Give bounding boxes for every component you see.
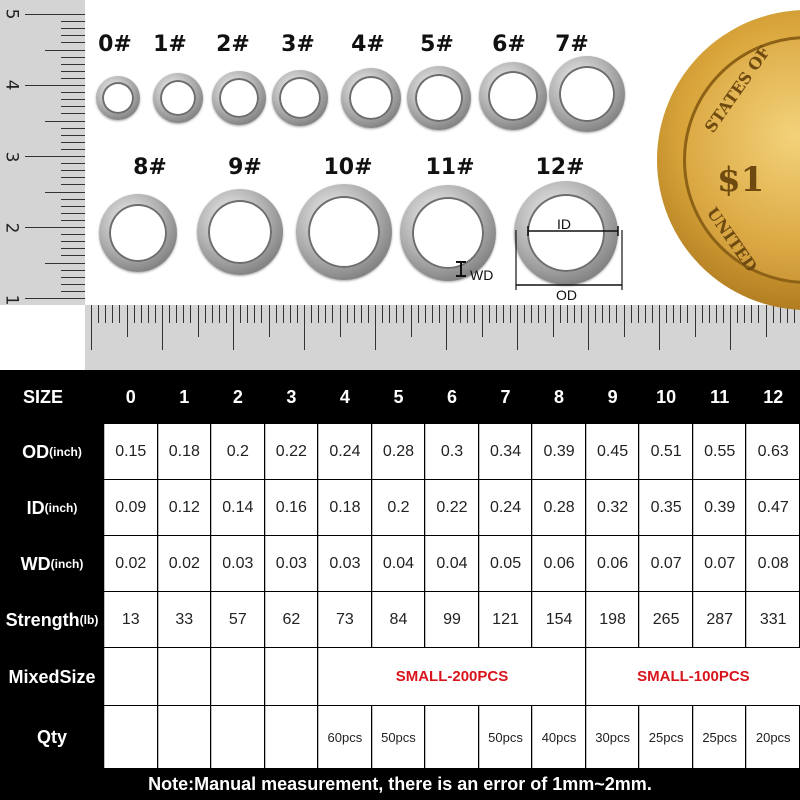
table-cell: 62 xyxy=(265,592,318,647)
ruler-tick xyxy=(723,305,724,323)
table-cell: 121 xyxy=(479,592,532,647)
ruler-tick xyxy=(474,305,475,323)
ruler-tick xyxy=(190,305,191,323)
row-label-text: OD xyxy=(22,441,50,462)
ruler-tick xyxy=(261,305,262,323)
table-cell: 0.32 xyxy=(586,480,639,535)
table-cell xyxy=(211,648,264,705)
dimension-markers xyxy=(0,0,660,305)
ruler-tick xyxy=(425,305,426,323)
ruler-tick xyxy=(737,305,738,323)
ruler-tick xyxy=(205,305,206,323)
ruler-tick xyxy=(127,305,128,337)
ruler-tick xyxy=(545,305,546,323)
od-label: OD xyxy=(556,287,577,303)
ruler-tick xyxy=(212,305,213,323)
ruler-tick xyxy=(695,305,696,337)
table-cell: 0.34 xyxy=(479,424,532,479)
ruler-tick xyxy=(645,305,646,323)
size-column-header: 12 xyxy=(763,386,784,407)
ruler-tick xyxy=(105,305,106,323)
table-cell: 99 xyxy=(425,592,478,647)
table-cell: 0.07 xyxy=(639,536,692,591)
ruler-tick xyxy=(773,305,774,323)
table-cell: 0.28 xyxy=(532,480,585,535)
ruler-number: 5 xyxy=(1,8,22,20)
ring-size-label: 1# xyxy=(153,32,187,57)
ruler-tick xyxy=(247,305,248,323)
ruler-tick xyxy=(624,305,625,337)
row-label xyxy=(0,592,104,648)
table-cell: 0.51 xyxy=(639,424,692,479)
ruler-tick xyxy=(453,305,454,323)
table-cell: 0.39 xyxy=(532,424,585,479)
ring-size-label: 3# xyxy=(281,32,315,57)
table-cell: 0.22 xyxy=(265,424,318,479)
size-column-header: 5 xyxy=(393,386,404,407)
ring-size-label: 0# xyxy=(98,32,132,57)
ruler-tick xyxy=(403,305,404,323)
ruler-tick xyxy=(553,305,554,337)
ruler-tick xyxy=(716,305,717,323)
ruler-tick xyxy=(467,305,468,323)
table-cell: 0.63 xyxy=(746,424,799,479)
ruler-tick xyxy=(439,305,440,323)
row-label-unit: (lb) xyxy=(79,613,99,627)
ruler-tick xyxy=(411,305,412,337)
ruler-tick xyxy=(673,305,674,323)
table-cell xyxy=(265,648,318,705)
ruler-tick xyxy=(503,305,504,323)
row-label xyxy=(0,536,104,592)
table-cell: 0.09 xyxy=(104,480,157,535)
ruler-tick xyxy=(524,305,525,323)
ruler-tick xyxy=(226,305,227,323)
size-column-header: 9 xyxy=(607,386,618,407)
size-column-header: 7 xyxy=(500,386,511,407)
table-cell: 13 xyxy=(104,592,157,647)
ruler-tick xyxy=(581,305,582,323)
ring-size-label: 8# xyxy=(133,155,167,180)
ruler-tick xyxy=(198,305,199,337)
ruler-tick xyxy=(148,305,149,323)
ruler-tick xyxy=(141,305,142,323)
ruler-tick xyxy=(112,305,113,323)
table-cell: 0.15 xyxy=(104,424,157,479)
table-cell: 0.06 xyxy=(586,536,639,591)
ruler-tick xyxy=(98,305,99,323)
ruler-tick xyxy=(666,305,667,323)
qty-cell: 50pcs xyxy=(479,706,532,768)
ruler-tick xyxy=(758,305,759,323)
spec-table xyxy=(0,370,800,800)
size-column-header: 10 xyxy=(656,386,677,407)
table-cell: 0.24 xyxy=(318,424,371,479)
ruler-tick xyxy=(652,305,653,323)
qty-cell: 20pcs xyxy=(746,706,799,768)
ruler-tick xyxy=(751,305,752,323)
ring-size-label: 4# xyxy=(351,32,385,57)
size-column-header: 4 xyxy=(339,386,350,407)
table-cell: 0.35 xyxy=(639,480,692,535)
qty-cell: 30pcs xyxy=(586,706,639,768)
size-column-header: 8 xyxy=(554,386,565,407)
ruler-tick xyxy=(361,305,362,323)
mixed-small-200: SMALL-200PCS xyxy=(318,648,585,705)
ruler-tick xyxy=(460,305,461,323)
ruler-tick xyxy=(176,305,177,323)
ruler-tick xyxy=(347,305,348,323)
ruler-tick xyxy=(588,305,589,350)
qty-cell xyxy=(158,706,211,768)
ruler-tick xyxy=(744,305,745,323)
ruler-tick xyxy=(134,305,135,323)
table-cell xyxy=(104,648,157,705)
ruler-tick xyxy=(687,305,688,323)
id-label: ID xyxy=(557,216,571,232)
qty-cell: 25pcs xyxy=(693,706,746,768)
ruler-tick xyxy=(680,305,681,323)
ruler-tick xyxy=(616,305,617,323)
ruler-number: 4 xyxy=(1,79,22,91)
ruler-tick xyxy=(318,305,319,323)
ruler-tick xyxy=(91,305,92,350)
ruler-tick xyxy=(354,305,355,323)
table-cell: 0.06 xyxy=(532,536,585,591)
ruler-tick xyxy=(325,305,326,323)
table-cell: 73 xyxy=(318,592,371,647)
ruler-tick xyxy=(766,305,767,337)
ruler-tick xyxy=(332,305,333,323)
row-label xyxy=(0,480,104,536)
table-cell: 0.02 xyxy=(158,536,211,591)
table-cell: 57 xyxy=(211,592,264,647)
table-cell: 331 xyxy=(746,592,799,647)
qty-cell: 60pcs xyxy=(318,706,371,768)
ruler-tick xyxy=(567,305,568,323)
ruler-tick xyxy=(574,305,575,323)
ring-size-label: 10# xyxy=(323,155,373,180)
table-cell: 0.28 xyxy=(372,424,425,479)
table-cell: 198 xyxy=(586,592,639,647)
ruler-tick xyxy=(183,305,184,323)
ring-size-label: 9# xyxy=(228,155,262,180)
row-label-text: WD xyxy=(20,553,51,574)
table-cell: 0.18 xyxy=(158,424,211,479)
wd-label: WD xyxy=(470,267,494,283)
qty-cell xyxy=(211,706,264,768)
table-cell: 0.04 xyxy=(425,536,478,591)
table-cell: 0.16 xyxy=(265,480,318,535)
table-cell xyxy=(158,648,211,705)
ruler-tick xyxy=(155,305,156,323)
table-cell: 0.24 xyxy=(479,480,532,535)
table-cell: 0.3 xyxy=(425,424,478,479)
ruler-tick xyxy=(233,305,234,350)
ruler-tick xyxy=(290,305,291,323)
ruler-tick xyxy=(219,305,220,323)
ruler-tick xyxy=(560,305,561,323)
ruler-tick xyxy=(119,305,120,323)
coin-denomination: $1 xyxy=(717,160,765,200)
ruler-tick xyxy=(418,305,419,323)
ruler-tick xyxy=(709,305,710,323)
mixed-size-label: MixedSize xyxy=(0,648,104,706)
ring-size-label: 5# xyxy=(420,32,454,57)
product-image xyxy=(0,0,800,370)
table-cell: 0.2 xyxy=(372,480,425,535)
ruler-tick xyxy=(538,305,539,323)
coin-top-text: STATES OF xyxy=(700,42,774,137)
table-cell: 0.14 xyxy=(211,480,264,535)
ruler-tick xyxy=(432,305,433,323)
size-column-header: 0 xyxy=(125,386,136,407)
size-column-header: 1 xyxy=(179,386,190,407)
coin-bottom-text: UNITED xyxy=(703,203,762,276)
row-label xyxy=(0,424,104,480)
size-column-header: 6 xyxy=(446,386,457,407)
ruler-tick xyxy=(482,305,483,337)
ruler-tick xyxy=(496,305,497,323)
size-header: SIZE xyxy=(22,386,63,407)
ruler-tick xyxy=(304,305,305,350)
qty-cell xyxy=(104,706,157,768)
size-column-header: 11 xyxy=(710,386,730,407)
ring-size-label: 7# xyxy=(555,32,589,57)
mixed-small-100: SMALL-100PCS xyxy=(586,648,800,705)
table-cell: 0.02 xyxy=(104,536,157,591)
row-label-unit: (inch) xyxy=(49,445,82,459)
ring-size-label: 2# xyxy=(216,32,250,57)
ruler-number: 1 xyxy=(1,294,22,305)
ruler-tick xyxy=(269,305,270,337)
table-cell: 0.18 xyxy=(318,480,371,535)
ruler-tick xyxy=(702,305,703,323)
qty-label: Qty xyxy=(0,706,104,768)
ruler-tick xyxy=(396,305,397,323)
ruler-tick xyxy=(382,305,383,323)
table-cell: 0.03 xyxy=(265,536,318,591)
table-cell: 0.39 xyxy=(693,480,746,535)
ruler-number: 3 xyxy=(1,151,22,163)
table-cell: 265 xyxy=(639,592,692,647)
table-cell: 0.45 xyxy=(586,424,639,479)
ring-size-label: 11# xyxy=(425,155,475,180)
table-cell: 0.03 xyxy=(211,536,264,591)
qty-cell xyxy=(425,706,478,768)
table-cell: 0.12 xyxy=(158,480,211,535)
measurement-note: Note:Manual measurement, there is an error of 1mm~2mm. xyxy=(148,773,652,794)
ruler-tick xyxy=(283,305,284,323)
ruler-tick xyxy=(276,305,277,323)
ruler-tick xyxy=(368,305,369,323)
ring-size-label: 6# xyxy=(492,32,526,57)
dollar-coin xyxy=(657,10,800,310)
ruler-tick xyxy=(169,305,170,323)
horizontal-ruler xyxy=(85,305,800,370)
ring-size-label: 12# xyxy=(535,155,585,180)
table-cell: 287 xyxy=(693,592,746,647)
ruler-tick xyxy=(340,305,341,337)
table-cell: 0.07 xyxy=(693,536,746,591)
ruler-tick xyxy=(595,305,596,323)
ruler-tick xyxy=(254,305,255,323)
ruler-tick xyxy=(446,305,447,350)
ruler-tick xyxy=(162,305,163,350)
ruler-tick xyxy=(531,305,532,323)
table-cell: 154 xyxy=(532,592,585,647)
ruler-tick xyxy=(730,305,731,350)
ruler-tick xyxy=(297,305,298,323)
table-cell: 33 xyxy=(158,592,211,647)
ruler-tick xyxy=(389,305,390,323)
ruler-tick xyxy=(510,305,511,323)
ruler-tick xyxy=(631,305,632,323)
table-cell: 0.05 xyxy=(479,536,532,591)
table-cell: 0.47 xyxy=(746,480,799,535)
ruler-tick xyxy=(638,305,639,323)
qty-cell: 50pcs xyxy=(372,706,425,768)
table-cell: 84 xyxy=(372,592,425,647)
ruler-tick xyxy=(659,305,660,350)
table-cell: 0.04 xyxy=(372,536,425,591)
ruler-tick xyxy=(602,305,603,323)
qty-cell xyxy=(265,706,318,768)
qty-cell: 25pcs xyxy=(639,706,692,768)
row-label-text: Strength xyxy=(5,609,80,630)
table-cell: 0.08 xyxy=(746,536,799,591)
table-cell: 0.55 xyxy=(693,424,746,479)
table-cell: 0.2 xyxy=(211,424,264,479)
size-column-header: 3 xyxy=(286,386,297,407)
row-label-unit: (inch) xyxy=(44,501,78,515)
qty-cell: 40pcs xyxy=(532,706,585,768)
ruler-number: 2 xyxy=(1,222,22,234)
ruler-tick xyxy=(609,305,610,323)
ruler-tick xyxy=(240,305,241,323)
table-cell: 0.22 xyxy=(425,480,478,535)
ruler-tick xyxy=(517,305,518,350)
ruler-tick xyxy=(311,305,312,323)
table-cell: 0.03 xyxy=(318,536,371,591)
ruler-tick xyxy=(375,305,376,350)
size-column-header: 2 xyxy=(232,386,243,407)
row-label-text: ID xyxy=(26,497,45,518)
row-label-unit: (inch) xyxy=(50,557,84,571)
ruler-tick xyxy=(489,305,490,323)
